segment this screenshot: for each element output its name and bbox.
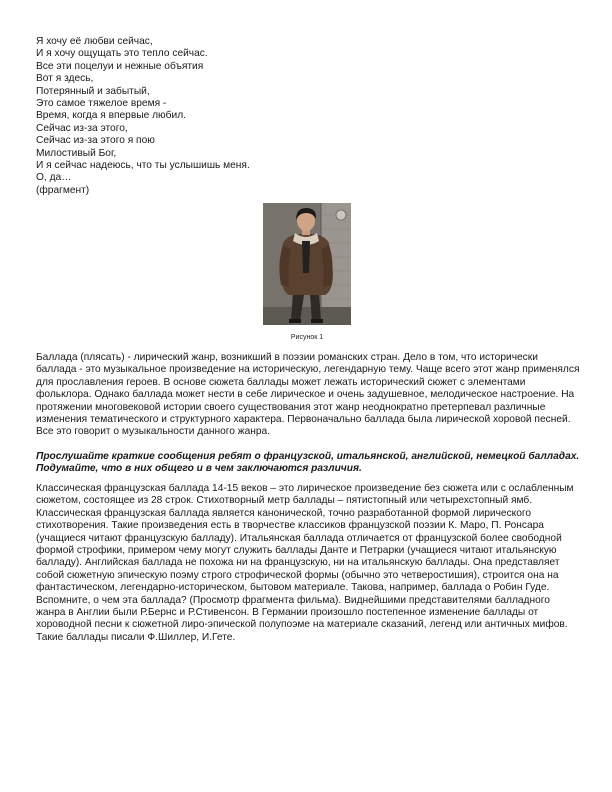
- poem-line: И я хочу ощущать это тепло сейчас.: [36, 48, 208, 60]
- poem-line: Милостивый Бог,: [36, 147, 117, 159]
- poem-line: Сейчас из-за этого я пою: [36, 135, 155, 147]
- poem-line: Сейчас из-за этого,: [36, 122, 128, 134]
- poem-line: Это самое тяжелое время -: [36, 98, 167, 110]
- task-paragraph: Прослушайте краткие сообщения ребят о французской, итальянской, английской, немецкой балладах. Подумайте, что в них общего и в чем заключаются различия.: [36, 451, 580, 475]
- figure-caption: Рисунок 1: [290, 334, 324, 341]
- ballad-intro-paragraph: Баллада (плясать) - лирический жанр, возникший в поэзии романских стран. Дело в том, что исторически баллада - это музыкальное произведение на историческую, легендарную тему. Чаще всего этот жанр применялся для прославления героев. В основе сюжета баллады может лежать исторический сюжет с элементами фольклора. Однако баллада может нести в себе лирическое и очень задушевное, мелодическое настроение. На протяжении многовековой истории своего существования этот жанр неоднократно претерпевал различные изменения тематического и структурного характера. Первоначально баллада была лирической хоровой песней. Все это говорит о музыкальности данного жанра.: [36, 352, 580, 438]
- poem-source-note: (фрагмент): [36, 184, 90, 196]
- poem-line: Все эти поцелуи и нежные объятия: [36, 60, 204, 72]
- poem-fragment: [36, 36, 576, 197]
- poem-line: Я хочу её любви сейчас,: [36, 36, 153, 47]
- poem-line: О, да…: [36, 172, 72, 184]
- poem-line: И я сейчас надеюсь, что ты услышишь меня.: [36, 160, 250, 172]
- poem-line: Потерянный и забытый,: [36, 85, 150, 97]
- poem-line: Время, когда я впервые любил.: [36, 110, 186, 122]
- person-photo-illustration: [263, 203, 351, 325]
- poem-line: Вот я здесь,: [36, 73, 94, 85]
- classic-ballad-paragraph: Классическая французская баллада 14-15 веков – это лирическое произведение без сюжета или с ослабленным сюжетом, состоящее из 28 строк. Стихотворный метр баллады – пятистопный или четырехстопный ямб. Классическая французская баллада является канонической, точно разработанной формой лирического стихотворения. Такие произведения есть в творчестве классиков французской поэзии К. Маро, П. Ронсара (учащиеся читают французскую балладу). Итальянская баллада отличается от французской более свободной формой строфики, примером чему могут служить баллады Данте и Петрарки (учащиеся читают итальянскую балладу). Английская баллада не похожа ни на французскую, ни на итальянскую баллады. Она представляет собой сюжетную эпическую поэму строго строфической формы (обычно это четверостишия), строится она на фантастическом, легендарно-историческом, бытовом материале. Такова, например, баллада о Робин Гуде. Вспомните, о чем эта баллада? (Просмотр фрагмента фильма). Виднейшими представителями балладного жанра в Англии были Р.Бернс и Р.Стивенсон. В Германии произошло постепенное изменение баллады от хороводной песни к сюжетной лиро-эпической полупоэме на материале сказаний, легенд или античных мифов. Такие баллады писали Ф.Шиллер, И.Гете.: [36, 483, 574, 643]
- singer-photo: [263, 203, 351, 325]
